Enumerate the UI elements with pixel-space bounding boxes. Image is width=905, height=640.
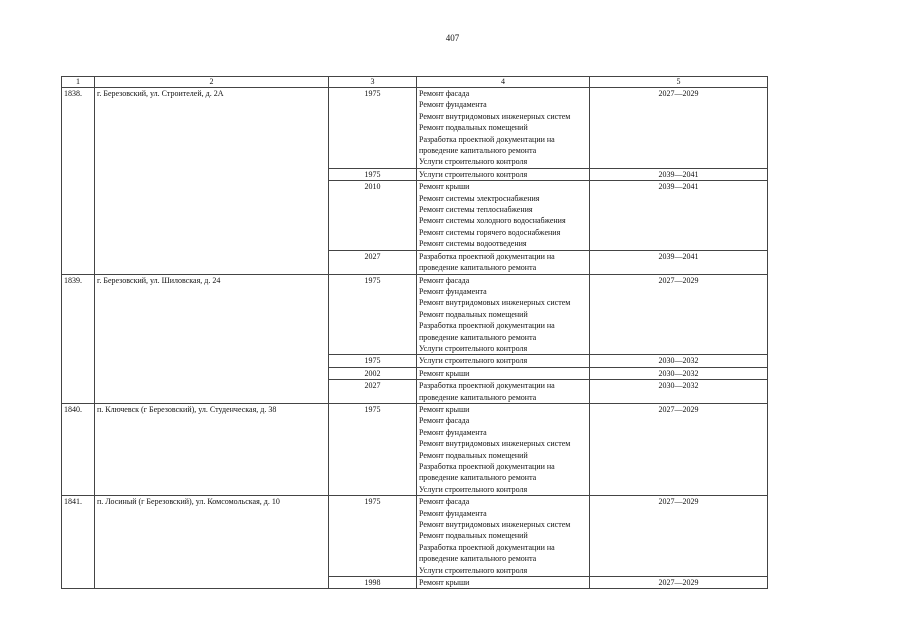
work-item: проведение капитального ремонта <box>419 554 537 564</box>
table-header <box>62 77 768 88</box>
entry-number: 1841. <box>62 496 95 589</box>
work-item: Ремонт системы водоотведения <box>419 239 527 249</box>
entry-address: п. Лосиный (г Березовский), ул. Комсомольская, д. 10 <box>95 496 329 589</box>
repair-period: 2027—2029 <box>590 403 768 495</box>
work-types <box>417 403 590 495</box>
work-item: Ремонт крыши <box>419 578 470 588</box>
work-item: Ремонт системы горячего водоснабжения <box>419 227 561 237</box>
build-year: 1975 <box>329 274 417 355</box>
entry-number: 1839. <box>62 274 95 403</box>
table-body <box>62 88 768 589</box>
repair-period: 2039—2041 <box>590 250 768 274</box>
work-types <box>417 355 590 367</box>
repair-period: 2027—2029 <box>590 88 768 169</box>
table-row <box>62 274 768 355</box>
repair-period: 2030—2032 <box>590 367 768 379</box>
work-item: Ремонт системы электроснабжения <box>419 193 540 203</box>
work-types <box>417 168 590 180</box>
work-item: Ремонт крыши <box>419 182 470 192</box>
table-row <box>62 496 768 577</box>
work-item: Ремонт фасада <box>419 275 470 285</box>
work-item: проведение капитального ремонта <box>419 392 537 402</box>
page-number: 407 <box>445 33 460 43</box>
repair-period: 2039—2041 <box>590 181 768 250</box>
entry-address: г. Березовский, ул. Строителей, д. 2А <box>95 88 329 275</box>
work-item: Ремонт фундамента <box>419 427 487 437</box>
entry-address: г. Березовский, ул. Шиловская, д. 24 <box>95 274 329 403</box>
header-col-2: 2 <box>95 77 329 88</box>
repair-period: 2027—2029 <box>590 577 768 589</box>
work-item: Ремонт фасада <box>419 89 470 98</box>
table-row <box>62 403 768 495</box>
work-item: проведение капитального ремонта <box>419 263 537 273</box>
work-types <box>417 380 590 404</box>
work-item: Услуги строительного контроля <box>419 343 528 353</box>
repair-period: 2027—2029 <box>590 274 768 355</box>
work-item: Ремонт фасада <box>419 497 470 507</box>
build-year: 1975 <box>329 88 417 169</box>
work-types <box>417 88 590 169</box>
entry-address: п. Ключевск (г Березовский), ул. Студенческая, д. 38 <box>95 403 329 495</box>
table-row <box>62 88 768 169</box>
build-year: 1998 <box>329 577 417 589</box>
build-year: 1975 <box>329 168 417 180</box>
build-year: 2027 <box>329 250 417 274</box>
repair-period: 2039—2041 <box>590 168 768 180</box>
work-item: Ремонт крыши <box>419 404 470 414</box>
entry-number: 1838. <box>62 88 95 275</box>
work-item: Ремонт фундамента <box>419 100 487 110</box>
build-year: 1975 <box>329 496 417 577</box>
work-item: Ремонт внутридомовых инженерных систем <box>419 439 571 449</box>
repair-period: 2030—2032 <box>590 355 768 367</box>
repair-schedule-table <box>61 76 768 589</box>
build-year: 2002 <box>329 367 417 379</box>
work-item: Ремонт подвальных помещений <box>419 309 528 319</box>
work-item: Ремонт фундамента <box>419 286 487 296</box>
work-item: Ремонт системы холодного водоснабжения <box>419 216 566 226</box>
work-item: Разработка проектной документации на <box>419 462 555 471</box>
build-year: 2027 <box>329 380 417 404</box>
work-item: Ремонт фундамента <box>419 508 487 518</box>
work-item: Разработка проектной документации на <box>419 251 555 261</box>
entry-number: 1840. <box>62 403 95 495</box>
build-year: 1975 <box>329 403 417 495</box>
work-item: Услуги строительного контроля <box>419 157 528 167</box>
header-col-5: 5 <box>590 77 768 88</box>
work-types <box>417 367 590 379</box>
work-item: Разработка проектной документации на <box>419 134 555 144</box>
work-types <box>417 250 590 274</box>
work-item: Ремонт фасада <box>419 416 470 426</box>
header-col-3: 3 <box>329 77 417 88</box>
work-item: Ремонт крыши <box>419 368 470 378</box>
work-item: проведение капитального ремонта <box>419 146 537 156</box>
work-item: Ремонт подвальных помещений <box>419 123 528 133</box>
build-year: 2010 <box>329 181 417 250</box>
work-types <box>417 496 590 577</box>
work-item: Услуги строительного контроля <box>419 484 528 494</box>
build-year: 1975 <box>329 355 417 367</box>
work-item: Разработка проектной документации на <box>419 381 555 391</box>
work-item: проведение капитального ремонта <box>419 332 537 342</box>
work-item: Услуги строительного контроля <box>419 169 528 179</box>
repair-period: 2030—2032 <box>590 380 768 404</box>
header-col-4: 4 <box>417 77 590 88</box>
work-types <box>417 181 590 250</box>
header-row <box>62 77 768 88</box>
work-item: Ремонт внутридомовых инженерных систем <box>419 111 571 121</box>
work-item: Разработка проектной документации на <box>419 321 555 331</box>
header-col-1: 1 <box>62 77 95 88</box>
work-item: Ремонт внутридомовых инженерных систем <box>419 298 571 308</box>
work-item: Ремонт системы теплоснабжения <box>419 205 533 215</box>
work-item: Разработка проектной документации на <box>419 542 555 552</box>
work-item: Ремонт подвальных помещений <box>419 531 528 541</box>
work-types <box>417 274 590 355</box>
work-item: Ремонт подвальных помещений <box>419 450 528 460</box>
work-item: Услуги строительного контроля <box>419 565 528 575</box>
work-item: проведение капитального ремонта <box>419 473 537 483</box>
repair-period: 2027—2029 <box>590 496 768 577</box>
work-types <box>417 577 590 589</box>
work-item: Ремонт внутридомовых инженерных систем <box>419 520 571 530</box>
work-item: Услуги строительного контроля <box>419 356 528 366</box>
